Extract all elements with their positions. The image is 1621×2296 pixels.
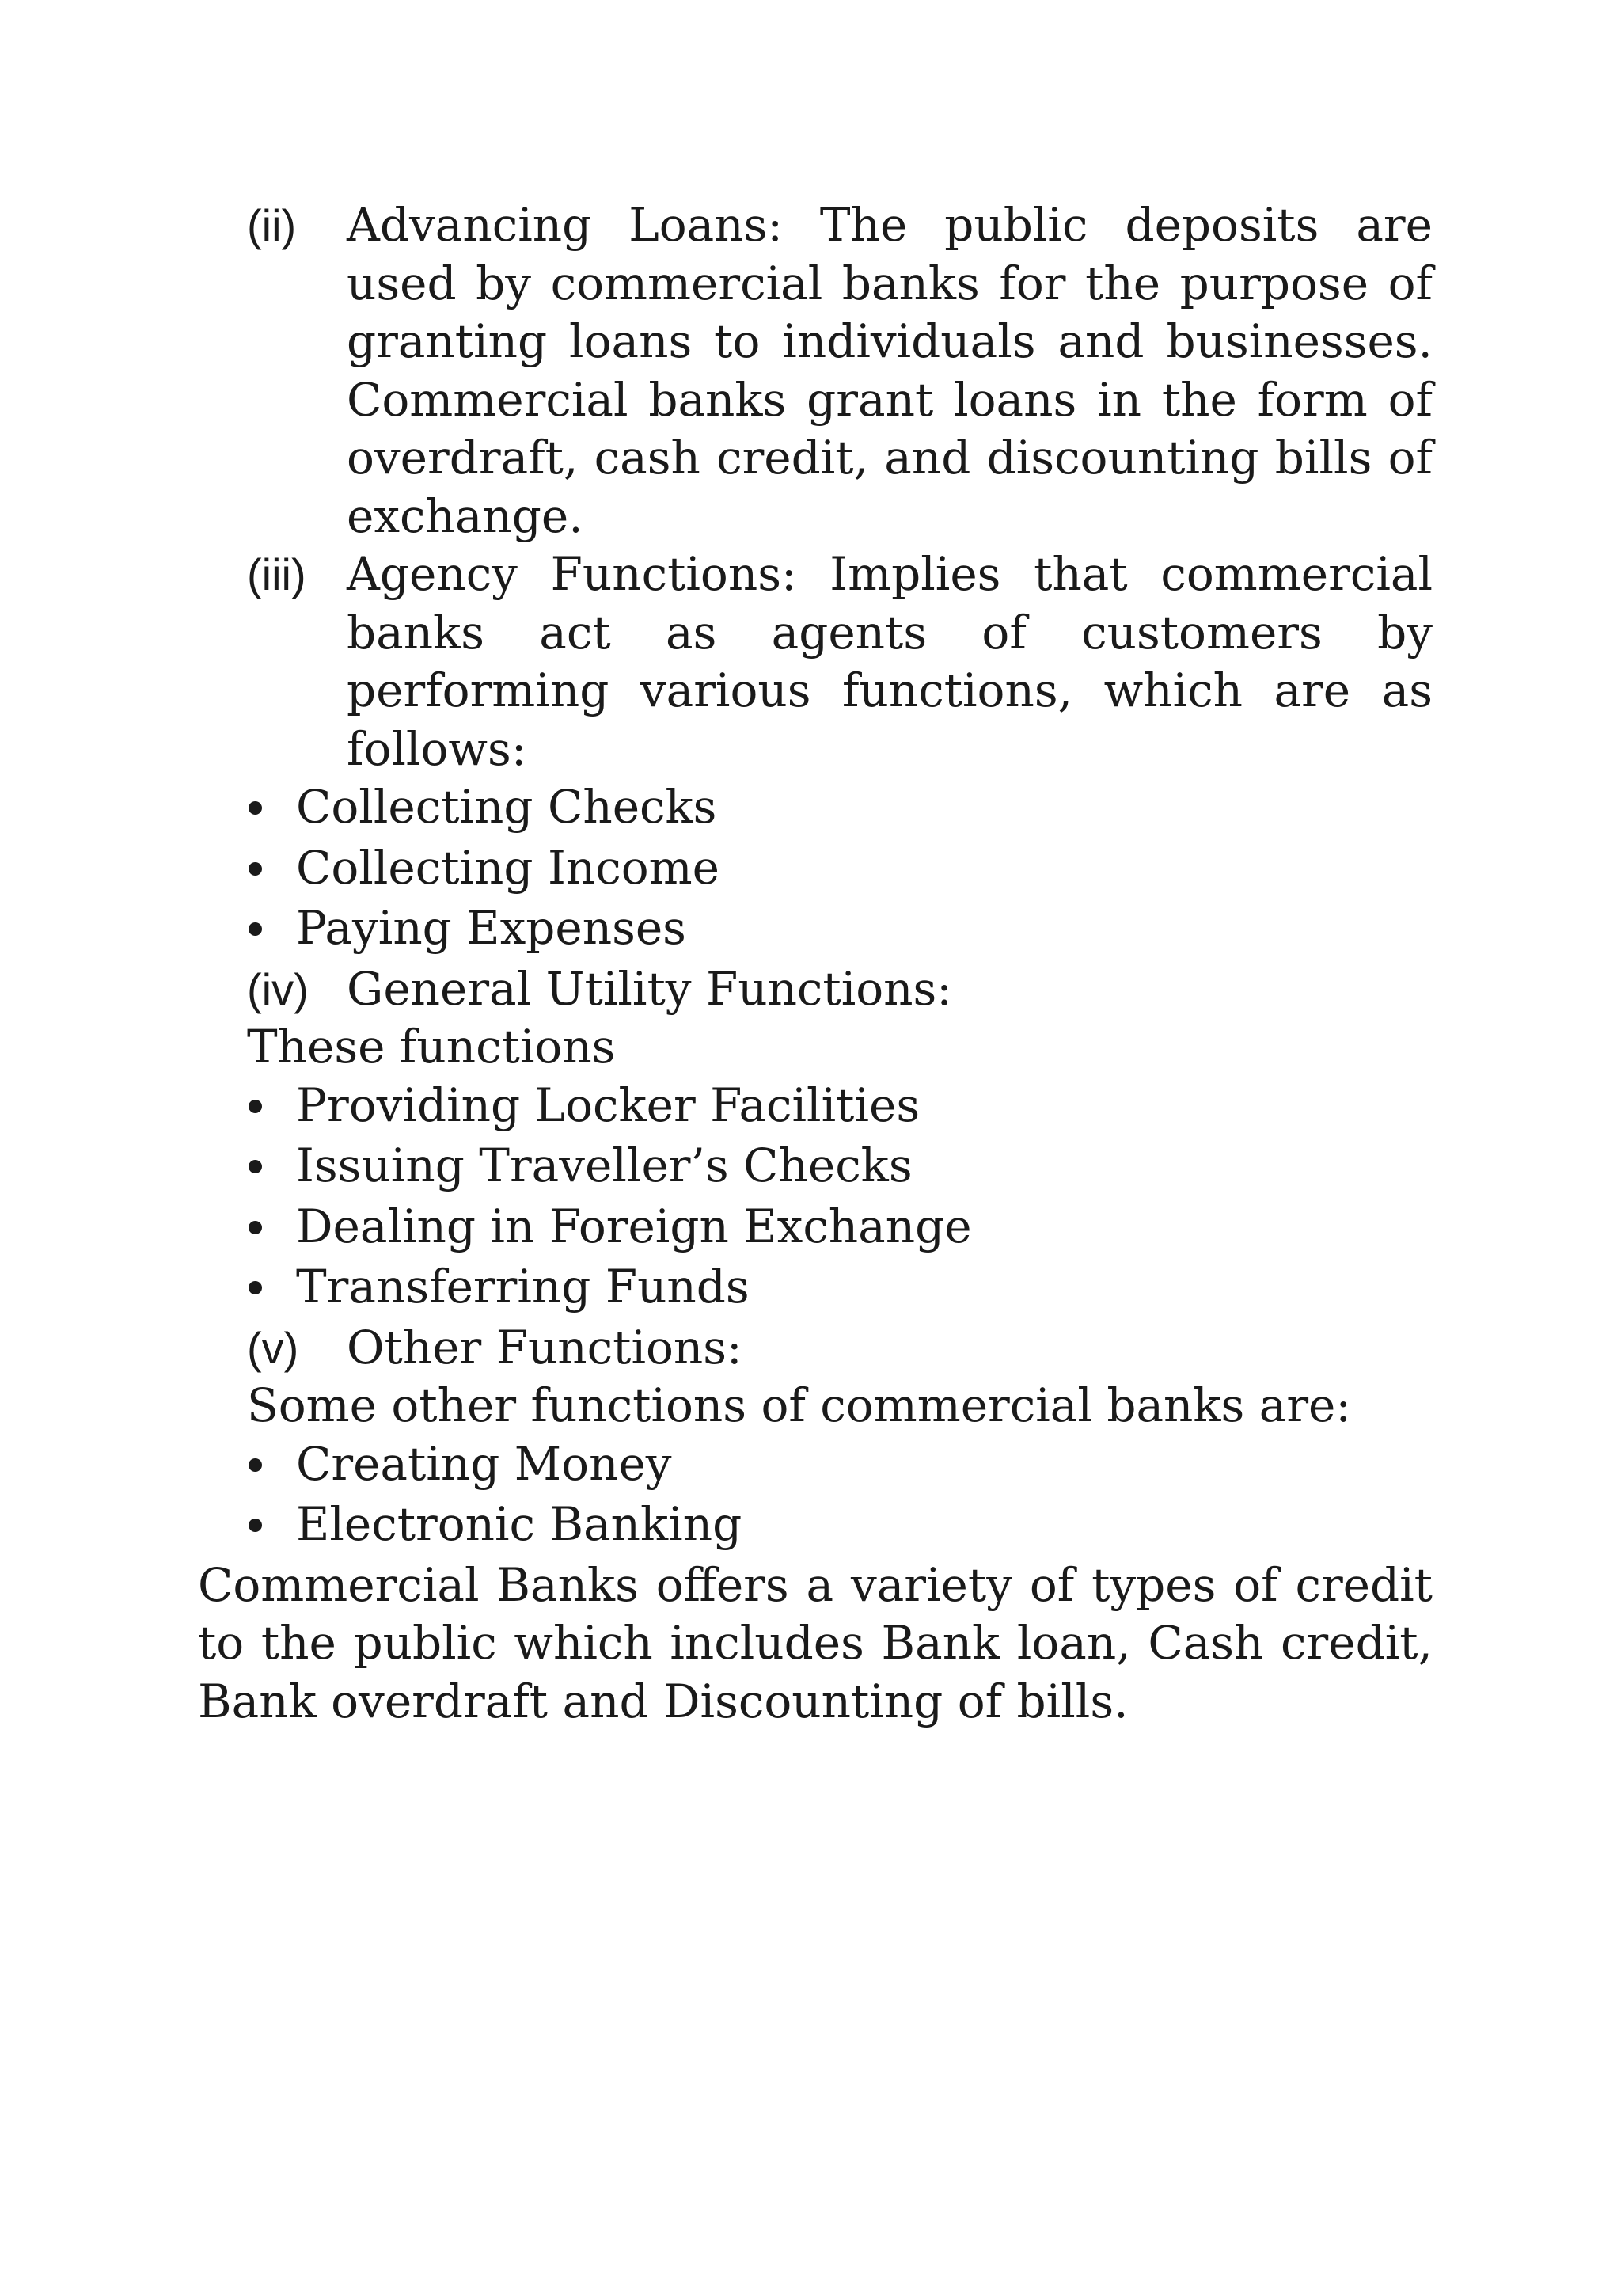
bullet-icon: [249, 862, 262, 876]
general-bullet-list: [198, 1077, 1433, 1319]
list-item: Electronic Banking: [247, 1496, 1433, 1557]
item-number: (iv): [247, 964, 309, 1014]
list-item: Dealing in Foreign Exchange: [247, 1198, 1433, 1259]
bullet-icon: [249, 922, 262, 936]
agency-bullet-list: [198, 778, 1433, 960]
item-number: (iii): [247, 549, 306, 599]
item-other-functions: [247, 1319, 1433, 1378]
bullet-icon: [249, 1458, 262, 1472]
bullet-icon: [249, 1519, 262, 1532]
list-item: Issuing Traveller’s Checks: [247, 1137, 1433, 1198]
item-advancing-loans: [247, 196, 1433, 545]
list-item: Collecting Income: [247, 839, 1433, 900]
list-item: Transferring Funds: [247, 1258, 1433, 1319]
item-heading: Other Functions:: [347, 1320, 742, 1374]
document-page: [198, 196, 1433, 1731]
other-intro: Some other functions of commercial banks are:: [247, 1378, 1351, 1432]
list-item: Providing Locker Facilities: [247, 1077, 1433, 1138]
item-general-utility: [247, 960, 1433, 1019]
list-item: Creating Money: [247, 1435, 1433, 1496]
bullet-icon: [249, 1281, 262, 1294]
item-text: Advancing Loans: The public deposits are used by commercial banks for the purpose of granting loans to individuals and businesses. Commercial banks grant loans in the form of overdraft, cash credit, and discounting bills of exchange.: [347, 198, 1433, 543]
other-bullet-list: [198, 1435, 1433, 1557]
bullet-icon: [249, 1160, 262, 1173]
item-heading: General Utility Functions:: [347, 961, 952, 1016]
bullet-icon: [249, 1221, 262, 1234]
general-intro: These functions: [247, 1020, 616, 1074]
closing-paragraph: Commercial Banks offers a variety of types of credit to the public which includes Bank loan, Cash credit, Bank overdraft and Discounting of bills.: [198, 1557, 1433, 1728]
item-number: (ii): [247, 200, 297, 250]
item-text: Agency Functions: Implies that commercial banks act as agents of customers by performing various functions, which are as follows:: [347, 547, 1433, 776]
bullet-icon: [249, 801, 262, 815]
item-number: (v): [247, 1322, 299, 1373]
list-item: Collecting Checks: [247, 778, 1433, 839]
list-item: Paying Expenses: [247, 899, 1433, 960]
bullet-icon: [249, 1100, 262, 1113]
item-agency-functions: [247, 545, 1433, 778]
